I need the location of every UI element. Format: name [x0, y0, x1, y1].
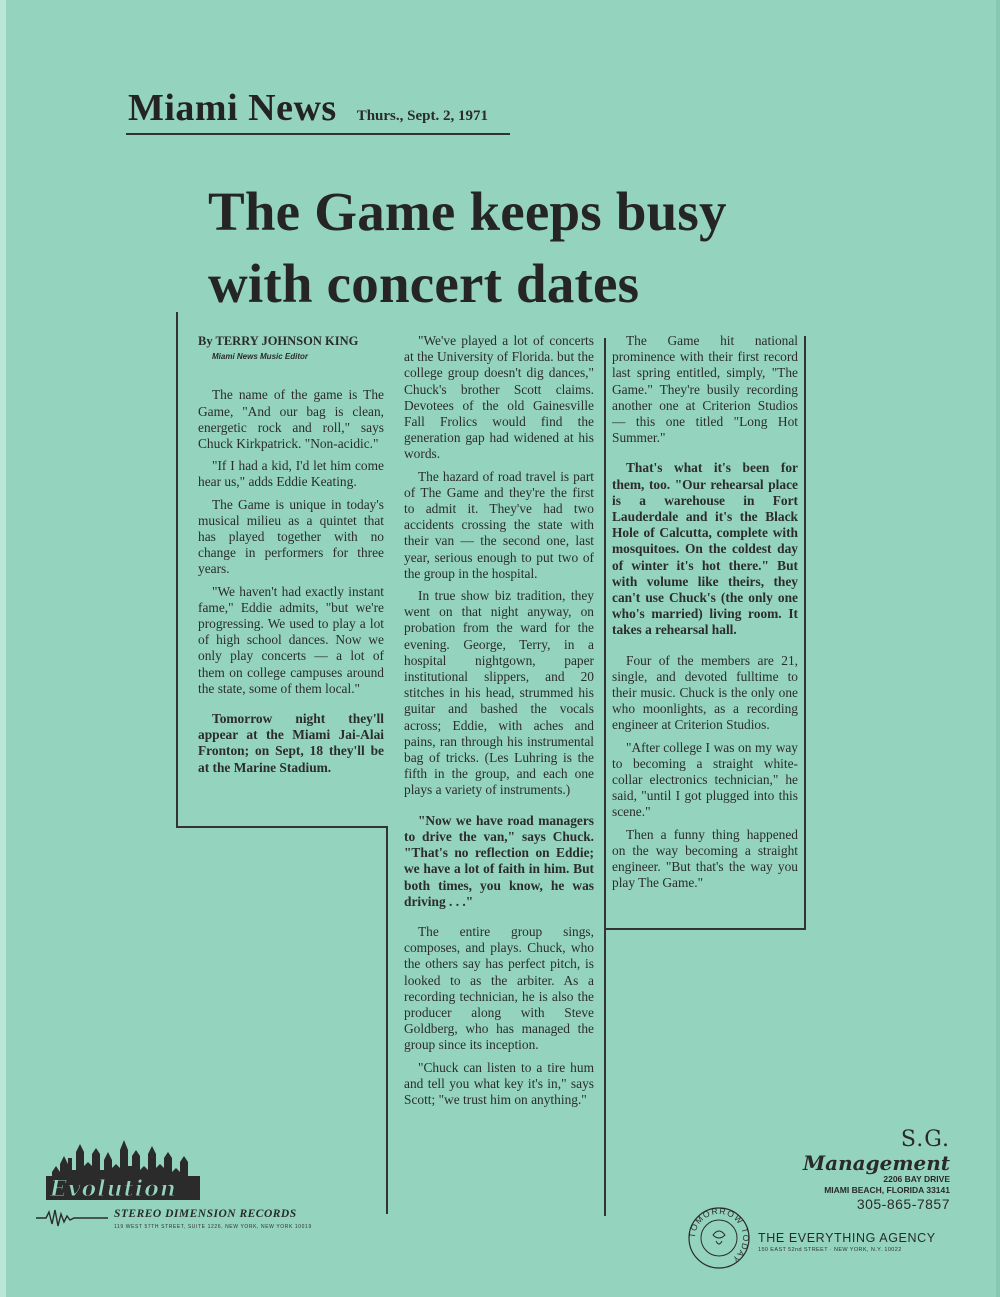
paragraph-bold: Tomorrow night they'll appear at the Miami Jai-Alai Fronton; on Sept, 18 they'll be at the Marine Stadium. — [198, 711, 384, 775]
sg-name: S.G. — [900, 1127, 950, 1152]
paragraph-bold: "Now we have road managers to drive the van," says Chuck. "That's no reflection on Eddie; we have a lot of faith in him. But both times, you know, he was driving . . ." — [404, 812, 594, 909]
paragraph: "Chuck can listen to a tire hum and tell you what key it's in," says Scott; "we trust him on anything." — [404, 1059, 594, 1107]
paper-name: Miami News — [128, 87, 337, 129]
record-label-name: STEREO DIMENSION RECORDS — [114, 1208, 297, 1220]
paragraph-bold: That's what it's been for them, too. "Our rehearsal place is a warehouse in Fort Lauderdale and it's the Black Hole of Calcutta, complete with mosquitoes. On the coldest day of winter it's hot there." But with volume like theirs, they can't use Chuck's (the only one who's married) living room. It takes a rehearsal hall. — [612, 460, 798, 638]
paragraph: Four of the members are 21, single, and devoted fulltime to their music. Chuck is the only one who moonlights, as a recording engineer at Criterion Studios. — [612, 652, 798, 733]
article-column-2 — [404, 333, 594, 1114]
rule-col2-divider — [604, 338, 606, 1216]
paragraph: The entire group sings, composes, and plays. Chuck, who the others say has perfect pitch, is looked to as the arbiter. As a recording technician, he is also the producer along with Steve Goldberg, who has managed the group since its inception. — [404, 923, 594, 1053]
rule-left-top — [176, 312, 178, 828]
seal-ring-text: TOMORROW TODAY — [686, 1205, 752, 1266]
sg-address-street: 2206 BAY DRIVE — [883, 1174, 950, 1184]
evolution-wordmark: Evolution — [50, 1176, 177, 1202]
agency-address: 150 EAST 52nd STREET · NEW YORK, N.Y. 10022 — [758, 1247, 902, 1253]
sg-phone: 305-865-7857 — [856, 1196, 950, 1212]
rule-col3-bottom — [604, 928, 804, 930]
paragraph: "After college I was on my way to becoming a straight white-collar electronics technician," he said, "until I got plugged into this scene." — [612, 739, 798, 820]
paragraph: The hazard of road travel is part of The Game and they're the first to admit it. They've had two accidents crossing the state with their van — the second one, last year, serious enough to put two of the group in the hospital. — [404, 468, 594, 581]
sg-management: Management — [803, 1151, 950, 1175]
rule-right-top — [804, 336, 806, 930]
headline-line-2: with concert dates — [208, 253, 640, 314]
paragraph: The Game hit national prominence with their first record last spring entitled, simply, "The Game." They're busily recording another one at Criterion Studios — this one titled "Long Hot Summer." — [612, 333, 798, 446]
sg-management-block — [803, 1128, 950, 1212]
paragraph: The name of the game is The Game, "And our bag is clean, energetic rock and roll," says Chuck Kirkpatrick. "Non-acidic." — [198, 387, 384, 452]
paragraph: The Game is unique in today's musical milieu as a quintet that has played together with no change in performers for three years. — [198, 496, 384, 577]
agency-name: THE EVERYTHING AGENCY — [758, 1231, 936, 1245]
publication-date: Thurs., Sept. 2, 1971 — [356, 108, 488, 124]
byline-title: Miami News Music Editor — [212, 352, 309, 362]
headline-line-1: The Game keeps busy — [208, 181, 727, 242]
rule-col1-bottom — [176, 826, 388, 828]
article-column-3 — [612, 333, 798, 898]
rule-col2-left — [386, 826, 388, 1214]
article-column-1 — [198, 333, 384, 782]
sg-address-city: MIAMI BEACH, FLORIDA 33141 — [824, 1185, 950, 1195]
paragraph: In true show biz tradition, they went on that night anyway, on probation from the ward for the evening. George, Terry, in a hospital nightgown, paper institutional slippers, and 20 stitches in his head, strummed his guitar and bashed the vocals across; Eddie, with aches and pains, ran through his instrumental bag of tricks. (Les Luhring is the fifth in the group, and each one plays a variety of instruments.) — [404, 588, 594, 798]
record-label-address: 119 WEST 57TH STREET, SUITE 1226, NEW YORK, NEW YORK 10019 — [114, 1224, 312, 1230]
paragraph: "We haven't had exactly instant fame," Eddie admits, "but we're progressing. We used to play a lot of high school dances. Now we only play concerts — a lot of them on college campuses around the state, some of them local." — [198, 583, 384, 696]
evolution-logo — [36, 1136, 366, 1236]
everything-agency-block — [686, 1205, 966, 1275]
paragraph: "If I had a kid, I'd let him come hear us," adds Eddie Keating. — [198, 458, 384, 490]
masthead-underline — [126, 133, 510, 135]
waveform-icon — [36, 1208, 108, 1228]
paragraph: "We've played a lot of concerts at the University of Florida. but the college group doesn't dig dances," Chuck's brother Scott claims. Devotees of the old Gainesville Fall Frolics would find the generation gap had widened at his words. — [404, 333, 594, 462]
masthead — [128, 86, 488, 130]
paragraph: Then a funny thing happened on the way becoming a straight engineer. "But that's the way you play The Game." — [612, 826, 798, 891]
headline — [208, 176, 828, 320]
tomorrow-today-seal-icon — [686, 1205, 752, 1271]
byline-author: By TERRY JOHNSON KING — [198, 334, 359, 348]
